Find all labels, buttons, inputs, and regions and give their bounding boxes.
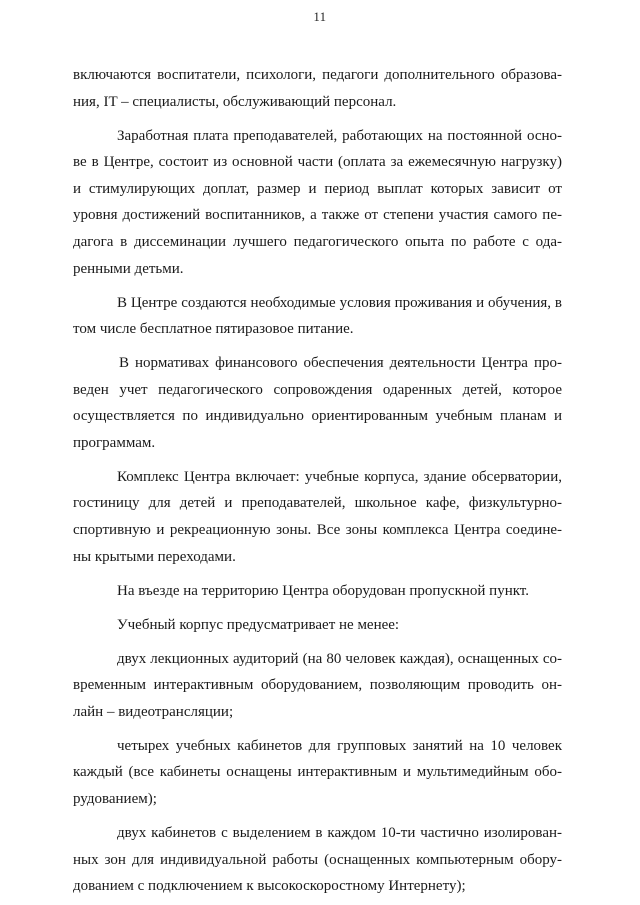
list-item-first-line: четырех учебных кабинетов для групповых занятий на 10 человек: [117, 737, 562, 754]
text-line: уровня достижений воспитанников, а также от степени участия самого пе-: [73, 207, 562, 224]
paragraph-first-line: В нормативах финансового обеспечения деятельности Центра про-: [119, 355, 562, 372]
list-item-first-line: двух лекционных аудиторий (на 80 человек каждая), оснащенных со-: [117, 650, 562, 667]
paragraph-first-line: На въезде на территорию Центра оборудован пропускной пункт.: [117, 582, 529, 599]
paragraph-first-line: Учебный корпус предусматривает не менее:: [117, 616, 400, 633]
paragraph-first-line: В Центре создаются необходимые условия проживания и обучения, в: [117, 294, 562, 311]
page-number: 11: [313, 10, 327, 24]
text-line: и стимулирующих доплат, размер и период выплат которых зависит от: [73, 180, 562, 197]
list-item-first-line: двух кабинетов с выделением в каждом 10-ти частично изолирован-: [117, 824, 562, 841]
paragraph-first-line: Заработная плата преподавателей, работающих на постоянной осно-: [117, 127, 562, 144]
text-line: гостиницу для детей и преподавателей, школьное кафе, физкультурно-: [73, 495, 562, 512]
text-line: программам.: [73, 434, 156, 451]
text-line: рудованием);: [73, 790, 157, 807]
text-line: осуществляется по индивидуально ориентированным учебным планам и: [73, 408, 562, 425]
text-line: ния, IT – специалисты, обслуживающий персонал.: [73, 93, 397, 110]
text-line: лайн – видеотрансляции;: [73, 703, 234, 720]
text-line: ве в Центре, состоит из основной части (оплата за ежемесячную нагрузку): [73, 154, 562, 171]
text-line: ны крытыми переходами.: [73, 548, 236, 565]
text-line: дагога в диссеминации лучшего педагогического опыта по работе с ода-: [73, 233, 562, 250]
text-line: ренными детьми.: [73, 260, 184, 277]
body-text: [73, 64, 562, 902]
text-line: временным интерактивным оборудованием, позволяющим проводить он-: [73, 677, 562, 694]
text-line: том числе бесплатное пятиразовое питание.: [73, 321, 354, 338]
text-line: ных зон для индивидуальной работы (оснащенных компьютерным обору-: [73, 851, 562, 868]
text-line: веден учет педагогического сопровождения одаренных детей, которое: [73, 381, 562, 398]
text-line: спортивную и рекреационную зоны. Все зоны комплекса Центра соедине-: [73, 522, 562, 539]
paragraph-first-line: Комплекс Центра включает: учебные корпуса, здание обсерватории,: [117, 468, 562, 485]
text-line: дованием с подключением к высокоскоростному Интернету);: [73, 878, 466, 895]
text-line: каждый (все кабинеты оснащены интерактивным и мультимедийным обо-: [73, 764, 562, 781]
text-line: включаются воспитатели, психологи, педагоги дополнительного образова-: [73, 67, 562, 83]
